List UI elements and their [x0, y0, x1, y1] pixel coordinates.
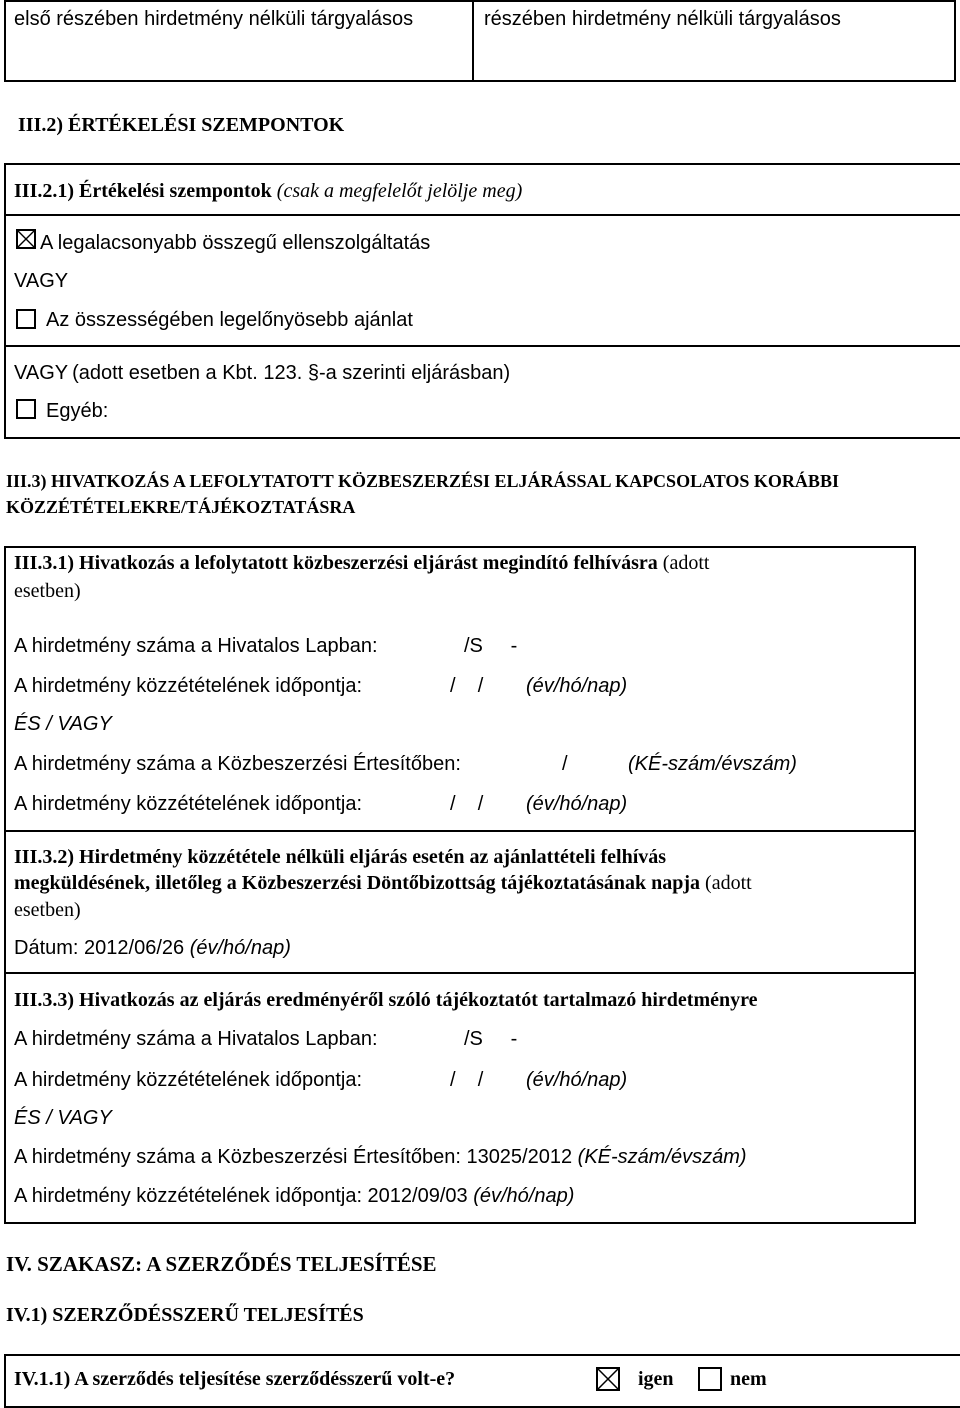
section-heading-iii-3-line2: KÖZZÉTÉTELEKRE/TÁJÉKOZTATÁSRA	[6, 497, 356, 517]
ke-number-label: A hirdetmény száma a Közbeszerzési Értesítőben:	[14, 753, 461, 775]
result-oj-number-label: A hirdetmény száma a Hivatalos Lapban:	[14, 1028, 378, 1050]
section-heading-iii-2: III.2) ÉRTÉKELÉSI SZEMPONTOK	[18, 114, 345, 136]
other-label: Egyéb:	[46, 400, 109, 422]
or-label-2-note: (adott esetben a Kbt. 123. §-a szerinti eljárásban)	[72, 362, 511, 384]
ke-date-unit: (év/hó/nap)	[526, 793, 628, 815]
or-label-2-text: VAGY	[14, 362, 69, 384]
evaluation-criteria-note: (csak a megfelelőt jelölje meg)	[271, 180, 523, 202]
negotiated-procedure-title-2-text: megküldésének, illetőleg a Közbeszerzési Döntőbizottság tájékoztatásának napja	[14, 872, 701, 894]
other-checkbox[interactable]	[16, 399, 36, 419]
invitation-date-unit: (év/hó/nap)	[189, 937, 291, 959]
oj-date-unit: (év/hó/nap)	[526, 675, 628, 697]
lowest-price-label: A legalacsonyabb összegű ellenszolgáltatás	[40, 232, 431, 254]
ke-number-value: /	[562, 753, 568, 775]
top-table-left-cell: első részében hirdetmény nélküli tárgyalásos	[14, 8, 414, 30]
invitation-date	[14, 935, 291, 961]
ke-date-value: / /	[450, 793, 484, 815]
evaluation-divider-1	[4, 214, 960, 216]
result-ke-date-unit: (év/hó/nap)	[473, 1185, 575, 1207]
result-ke-number-text: A hirdetmény száma a Közbeszerzési Értesítőben: 13025/2012	[14, 1146, 578, 1168]
evaluation-criteria-label: Értékelési szempontok	[79, 180, 272, 202]
best-value-checkbox[interactable]	[16, 309, 36, 329]
section-iv-1-heading: IV.1) SZERZŐDÉSSZERŰ TELJESÍTÉS	[6, 1304, 364, 1326]
or-label-2	[14, 360, 510, 386]
or-label-1: VAGY	[14, 270, 69, 292]
notice-reference-note: (adott	[657, 552, 710, 574]
no-checkbox[interactable]	[698, 1367, 722, 1391]
contract-fulfilment-question: IV.1.1) A szerződés teljesítése szerződésszerű volt-e?	[14, 1368, 456, 1390]
previous-publications-divider-2	[4, 972, 916, 974]
section-iv-heading: IV. SZAKASZ: A SZERZŐDÉS TELJESÍTÉSE	[6, 1252, 437, 1276]
and-or-label-2: ÉS / VAGY	[14, 1107, 112, 1129]
result-oj-date-label: A hirdetmény közzétételének időpontja:	[14, 1069, 362, 1091]
invitation-date-text: Dátum: 2012/06/26	[14, 937, 190, 959]
top-table-right-cell: részében hirdetmény nélküli tárgyalásos	[484, 8, 841, 30]
result-notice-title: III.3.3) Hivatkozás az eljárás eredményéről szóló tájékoztatót tartalmazó hirdetményre	[14, 989, 758, 1011]
ke-date-label: A hirdetmény közzétételének időpontja:	[14, 793, 362, 815]
negotiated-procedure-title-1: III.3.2) Hirdetmény közzététele nélküli eljárás esetén az ajánlattételi felhívás	[14, 846, 667, 868]
oj-number-value: /S -	[464, 635, 518, 657]
best-value-label: Az összességében legelőnyösebb ajánlat	[46, 309, 413, 331]
oj-number-label: A hirdetmény száma a Hivatalos Lapban:	[14, 635, 378, 657]
evaluation-criteria-number: III.2.1)	[14, 180, 80, 202]
notice-reference-title	[14, 550, 709, 576]
result-ke-number-unit: (KÉ-szám/évszám)	[577, 1146, 747, 1168]
top-table-divider	[472, 0, 474, 82]
no-label: nem	[730, 1368, 767, 1390]
result-oj-number-value: /S -	[464, 1028, 518, 1050]
result-oj-date-unit: (év/hó/nap)	[526, 1069, 628, 1091]
result-ke-number	[14, 1144, 747, 1170]
negotiated-procedure-note: (adott	[700, 872, 752, 894]
result-ke-date-text: A hirdetmény közzétételének időpontja: 2012/09/03	[14, 1185, 474, 1207]
ke-number-unit: (KÉ-szám/évszám)	[628, 753, 797, 775]
yes-label: igen	[638, 1368, 674, 1390]
notice-reference-note-2: esetben)	[14, 580, 81, 602]
section-heading-iii-3-line1: III.3) HIVATKOZÁS A LEFOLYTATOTT KÖZBESZERZÉSI ELJÁRÁSSAL KAPCSOLATOS KORÁBBI	[6, 471, 839, 491]
negotiated-procedure-note-2: esetben)	[14, 899, 81, 921]
yes-checkbox[interactable]	[596, 1367, 620, 1391]
result-ke-date	[14, 1183, 574, 1209]
negotiated-procedure-title-2	[14, 870, 752, 896]
lowest-price-checkbox[interactable]	[16, 229, 36, 249]
evaluation-criteria-title	[14, 178, 522, 204]
evaluation-criteria-box	[4, 163, 960, 439]
evaluation-divider-2	[4, 345, 960, 347]
oj-date-value: / /	[450, 675, 484, 697]
and-or-label-1: ÉS / VAGY	[14, 713, 112, 735]
notice-reference-title-text: III.3.1) Hivatkozás a lefolytatott közbeszerzési eljárást megindító felhívásra	[14, 552, 658, 574]
previous-publications-divider-1	[4, 830, 916, 832]
result-oj-date-value: / /	[450, 1069, 484, 1091]
oj-date-label: A hirdetmény közzétételének időpontja:	[14, 675, 362, 697]
